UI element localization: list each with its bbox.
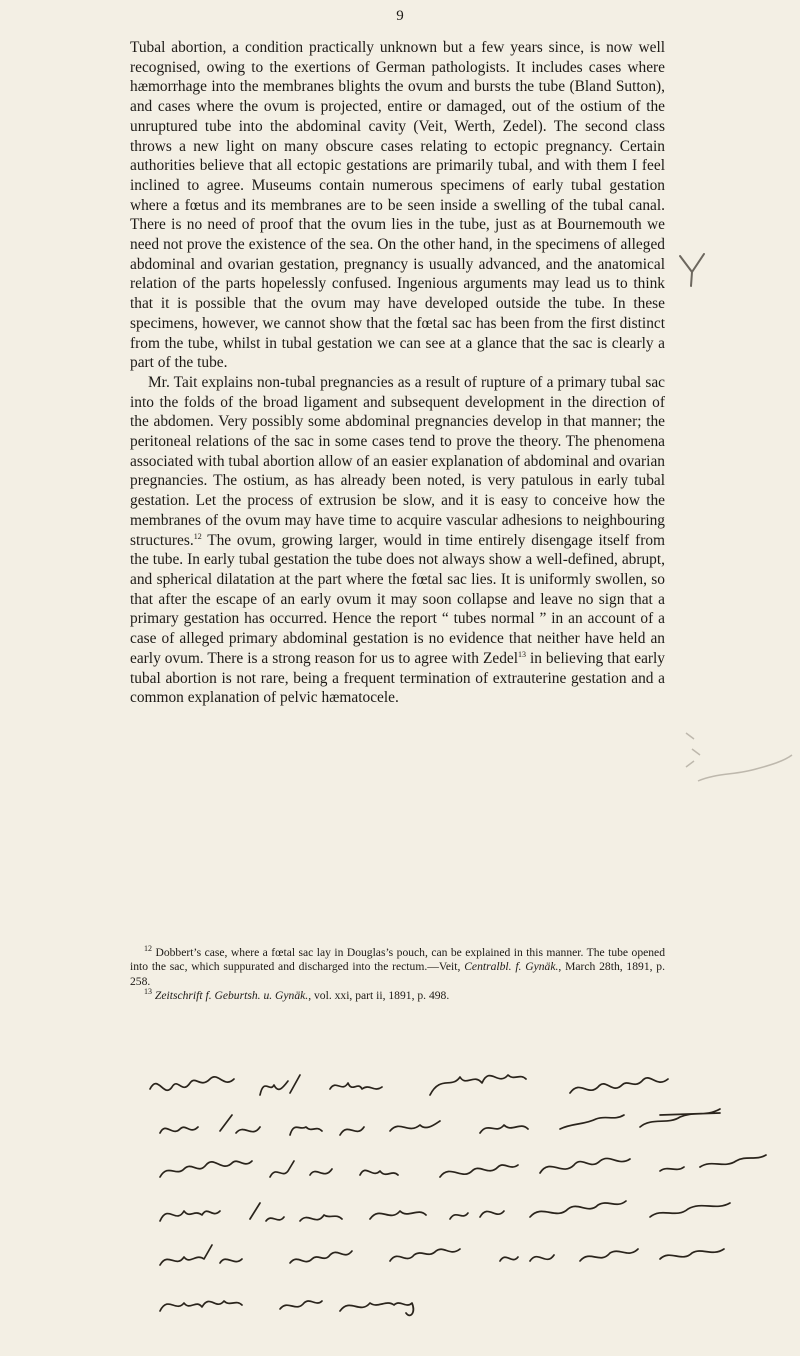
paragraph-2-end: in believing that early tubal abortion is not rare, being a frequent termination of extrauterine gestation and a common explanation of pelvic hæmatocele. [130, 649, 665, 707]
paragraph-2-text: Mr. Tait explains non-tubal pregnancies as a result of rupture of a primary tubal sac into the folds of the broad ligament and subsequent development in the direction of the abdomen. Very possibly some abdominal pregnancies develop in that manner; the peritoneal relations of the sac in some cases tend to prove the theory. The phenomena associated with tubal abortion allow of an easier explanation of abdominal and ovarian pregnancies. The ostium, as has already been noted, is very patulous in early tubal gestation. Let the process of extrusion be slow, and it is easy to conceive how the membranes of the ovum may have time to acquire vascular adhesions to neighbouring structures. [130, 373, 665, 549]
paragraph-1: Tubal abortion, a condition practically unknown but a few years since, is now well recognised, owing to the exertions of German pathologists. It includes cases where hæmorrhage into the membranes blights the ovum and bursts the tube (Bland Sutton), and cases where the ovum is projected, entire or damaged, out of the ostium of the unruptured tube into the abdominal cavity (Veit, Werth, Zedel). The second class throws a new light on many obscure cases relating to ectopic pregnancy. Certain authorities believe that all ectopic gestations are primarily tubal, and with them I feel inclined to agree. Museums contain numerous specimens of early tubal gestation where a fœtus and its membranes are to be seen inside a swelling of the tubal canal. There is no need of proof that the ovum lies in the tube, just as at Bournemouth we need not prove the existence of the sea. On the other hand, in the specimens of alleged abdominal and ovarian gestation, pregnancy is usually advanced, and the anatomical relation of the parts hopelessly confused. Ingenious arguments may lead us to think that it is possible that the ovum may have developed outside the tube. In these specimens, however, we cannot show that the fœtal sac has been from the first distinct from the tube, whilst in tubal gestation we can see at a glance that the sac is clearly a part of the tube. [130, 39, 665, 372]
page-number: 9 [396, 8, 404, 24]
footnote-12-tail: , March 28th, 1891, p. 258. [130, 960, 666, 988]
footnote-13-journal: Zeitschrift f. Geburtsh. u. Gynäk. [154, 989, 309, 1003]
footnote-12-text: Dobbert’s case, where a fœtal sac lay in Douglas’s pouch, can be explained in this manner. The tube opened into the sac, which suppurated and discharged into the rectum.—Veit, [130, 946, 665, 974]
footnotes [130, 946, 665, 1004]
footnote-13-tail: , vol. xxi, part ii, 1891, p. 498. [308, 989, 450, 1003]
footnote-13-mark: 13 [144, 987, 152, 997]
paragraph-2-cont: The ovum, growing larger, would in time entirely disengage itself from the tube. In early tubal gestation the tube does not always show a well-defined, abrupt, and spherical dilatation at the part where the fœtal sac lies. It is uniformly swollen, so that after the escape of an early ovum it may soon collapse and leave no sign that a primary gestation has occurred. Hence the report “ tubes normal ” in an account of a case of alleged primary abdominal gestation is no evidence that neither have held an early ovum. There is a strong reason for us to agree with Zedel [130, 531, 665, 667]
footnote-ref-13: 13 [518, 649, 527, 659]
footnote-12-mark: 12 [144, 944, 152, 954]
handwritten-annotation [140, 1065, 780, 1325]
footnote-13 [130, 989, 665, 1003]
margin-pencil-mark [676, 250, 710, 290]
footnote-12-journal: Centralbl. f. Gynäk. [464, 960, 559, 974]
paragraph-2 [130, 373, 665, 708]
footnote-ref-12: 12 [193, 531, 202, 541]
body-text [130, 38, 665, 708]
footnote-12 [130, 946, 665, 989]
margin-smudge-mark [676, 725, 796, 795]
